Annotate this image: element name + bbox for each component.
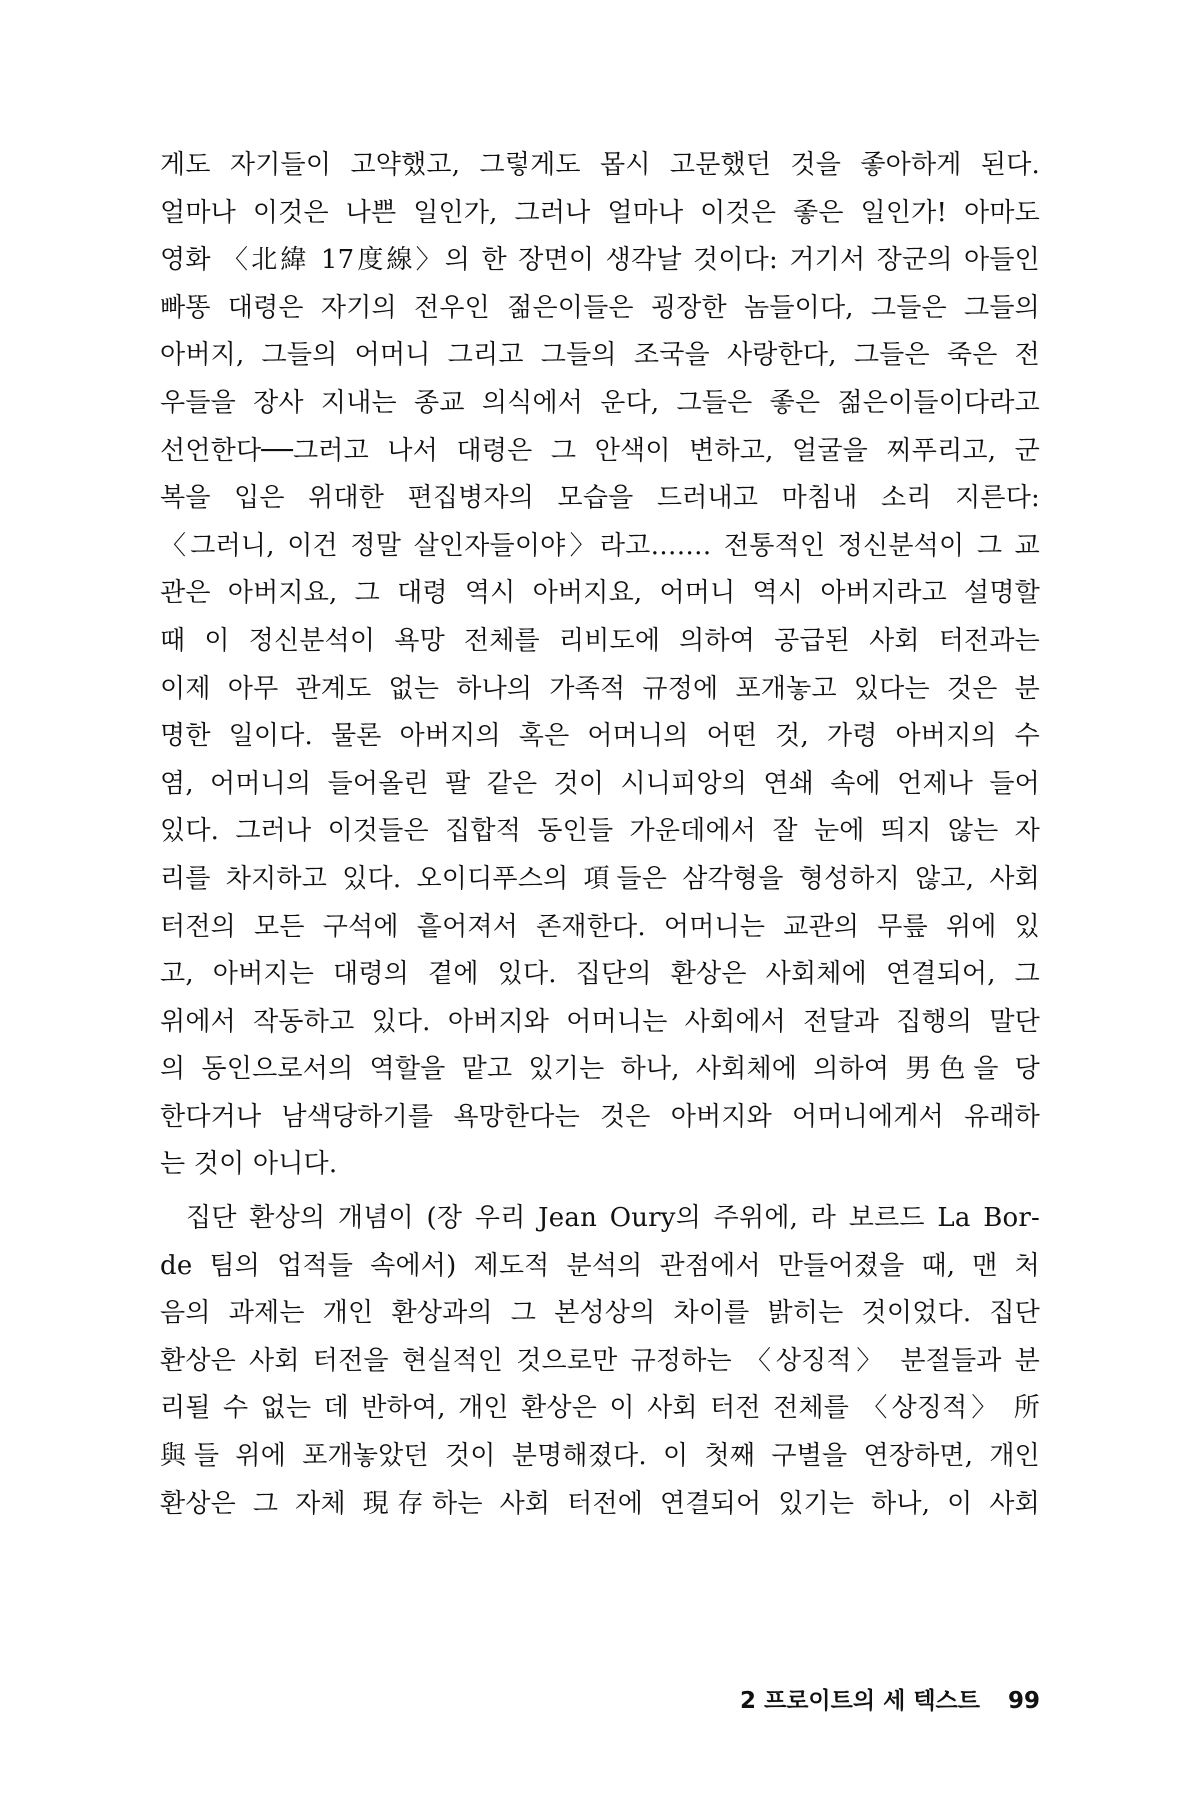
text-line: 터전의 모든 구석에 흩어져서 존재한다. 어머니는 교관의 무릎 위에 있 — [160, 911, 1040, 942]
text-line: 때 이 정신분석이 욕망 전체를 리비도에 의하여 공급된 사회 터전과는 — [160, 625, 1040, 656]
text-line: 환상은 사회 터전을 현실적인 것으로만 규정하는 〈상징적〉 분절들과 분 — [160, 1345, 1040, 1376]
text-line: 한다거나 남색당하기를 욕망한다는 것은 아버지와 어머니에게서 유래하 — [160, 1101, 1040, 1132]
text-line: 〈그러니, 이건 정말 살인자들이야〉라고……. 전통적인 정신분석이 그 교 — [160, 530, 1040, 561]
text-line: 명한 일이다. 물론 아버지의 혹은 어머니의 어떤 것, 가령 아버지의 수 — [160, 721, 1040, 752]
text-line: 리를 차지하고 있다. 오이디푸스의 項들은 삼각형을 형성하지 않고, 사회 — [160, 863, 1040, 894]
paragraph-1 — [160, 142, 1040, 1189]
text-line: 우들을 장사 지내는 종교 의식에서 운다, 그들은 좋은 젊은이들이다라고 — [160, 387, 1040, 418]
text-line: 얼마나 이것은 나쁜 일인가, 그러나 얼마나 이것은 좋은 일인가! 아마도 — [160, 197, 1040, 228]
text-line: 음의 과제는 개인 환상과의 그 본성상의 차이를 밝히는 것이었다. 집단 — [160, 1298, 1040, 1329]
text-line: de 팀의 업적들 속에서) 제도적 분석의 관점에서 만들어졌을 때, 맨 처 — [160, 1250, 1040, 1281]
text-line: 환상은 그 자체 現存하는 사회 터전에 연결되어 있기는 하나, 이 사회 — [160, 1488, 1040, 1519]
text-line: 의 동인으로서의 역할을 맡고 있기는 하나, 사회체에 의하여 男色을 당 — [160, 1054, 1040, 1085]
page-number: 99 — [1007, 1688, 1040, 1714]
text-line: 이제 아무 관계도 없는 하나의 가족적 규정에 포개놓고 있다는 것은 분 — [160, 673, 1040, 704]
text-line: 집단 환상의 개념이 (장 우리 Jean Oury의 주위에, 라 보르드 La Bor- — [186, 1203, 1040, 1234]
text-line: 영화 〈北緯 17度線〉의 한 장면이 생각날 것이다: 거기서 장군의 아들인 — [160, 245, 1040, 276]
text-line: 는 것이 아니다. — [160, 1149, 338, 1180]
text-line: 빠똥 대령은 자기의 전우인 젊은이들은 굉장한 놈들이다, 그들은 그들의 — [160, 292, 1040, 323]
text-line: 관은 아버지요, 그 대령 역시 아버지요, 어머니 역시 아버지라고 설명할 — [160, 578, 1040, 609]
text-line: 있다. 그러나 이것들은 집합적 동인들 가운데에서 잘 눈에 띄지 않는 자 — [160, 816, 1040, 847]
paragraph-2 — [160, 1195, 1040, 1528]
text-line: 복을 입은 위대한 편집병자의 모습을 드러내고 마침내 소리 지른다: — [160, 483, 1040, 514]
text-line: 고, 아버지는 대령의 곁에 있다. 집단의 환상은 사회체에 연결되어, 그 — [160, 959, 1040, 990]
text-line: 게도 자기들이 고약했고, 그렇게도 몹시 고문했던 것을 좋아하게 된다. — [160, 150, 1040, 180]
body-text — [160, 142, 1040, 1528]
text-line: 위에서 작동하고 있다. 아버지와 어머니는 사회에서 전달과 집행의 말단 — [160, 1006, 1040, 1037]
text-line: 아버지, 그들의 어머니 그리고 그들의 조국을 사랑한다, 그들은 죽은 전 — [160, 340, 1040, 371]
running-footer-chapter: 2 프로이트의 세 텍스트 — [739, 1688, 980, 1714]
text-line: 염, 어머니의 들어올린 팔 같은 것이 시니피앙의 연쇄 속에 언제나 들어 — [160, 768, 1040, 799]
text-line: 與들 위에 포개놓았던 것이 분명해졌다. 이 첫째 구별을 연장하면, 개인 — [160, 1441, 1040, 1472]
text-line: 리될 수 없는 데 반하여, 개인 환상은 이 사회 터전 전체를 〈상징적〉 所 — [160, 1393, 1040, 1424]
text-line: 선언한다──그러고 나서 대령은 그 안색이 변하고, 얼굴을 찌푸리고, 군 — [160, 435, 1040, 466]
page-footer — [740, 1682, 1040, 1715]
